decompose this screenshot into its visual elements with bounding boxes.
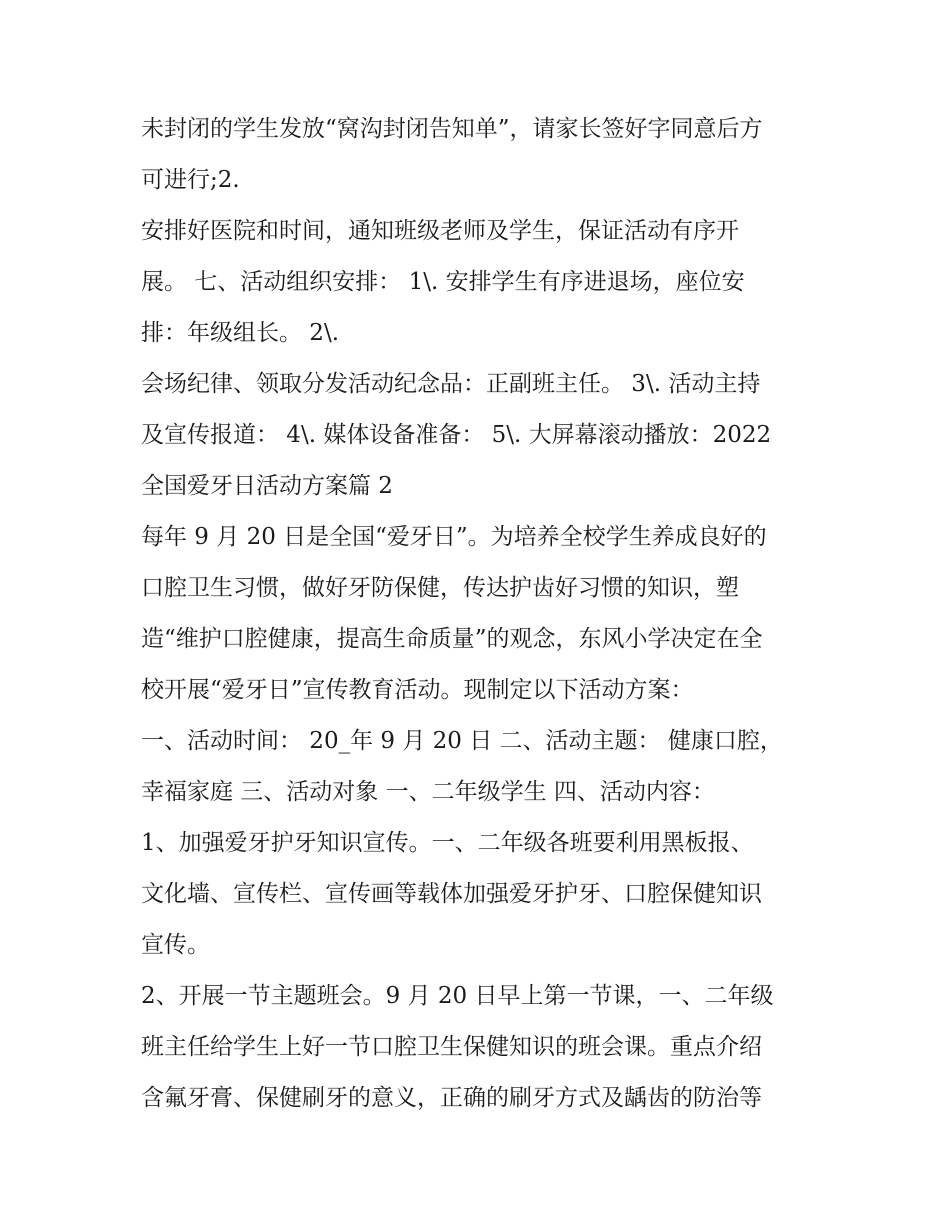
text-line: 校开展“爱牙日”宣传教育活动。现制定以下活动方案：: [141, 677, 694, 703]
text-line: 排：年级组长。 2\.: [141, 320, 340, 346]
text-line: 展。 七、活动组织安排： 1\. 安排学生有序进退场，座位安: [141, 269, 745, 295]
text-line: 1、加强爱牙护牙知识宣传。一、二年级各班要利用黑板报、: [141, 830, 754, 856]
text-line: 可进行;2.: [141, 167, 240, 193]
text-line: 2、开展一节主题班会。9 月 20 日早上第一节课，一、二年级: [141, 983, 774, 1009]
text-line: 含氟牙膏、保健刷牙的意义，正确的刷牙方式及龋齿的防治等: [141, 1085, 762, 1111]
text-line: 安排好医院和时间，通知班级老师及学生，保证活动有序开: [141, 218, 739, 244]
text-line: 班主任给学生上好一节口腔卫生保健知识的班会课。重点介绍: [141, 1034, 762, 1060]
text-line: 口腔卫生习惯，做好牙防保健，传达护齿好习惯的知识，塑: [141, 575, 739, 601]
text-line: 及宣传报道： 4\. 媒体设备准备： 5\. 大屏幕滚动播放：2022: [141, 422, 772, 448]
text-line: 一、活动时间： 20_年 9 月 20 日 二、活动主题： 健康口腔，: [141, 728, 783, 754]
text-line: 会场纪律、领取分发活动纪念品：正副班主任。 3\. 活动主持: [141, 371, 761, 397]
text-line: 未封闭的学生发放“窝沟封闭告知单”，请家长签好字同意后方: [141, 116, 763, 142]
document-body: [141, 104, 821, 1124]
text-line: 宣传。: [141, 932, 210, 958]
section-heading: 全国爱牙日活动方案篇 2: [141, 473, 393, 499]
text-line: 幸福家庭 三、活动对象 一、二年级学生 四、活动内容：: [141, 779, 715, 805]
text-line: 文化墙、宣传栏、宣传画等载体加强爱牙护牙、口腔保健知识: [141, 881, 762, 907]
text-line: 每年 9 月 20 日是全国“爱牙日”。为培养全校学生养成良好的: [141, 524, 767, 550]
text-line: 造“维护口腔健康，提高生命质量”的观念，东风小学决定在全: [141, 626, 763, 652]
